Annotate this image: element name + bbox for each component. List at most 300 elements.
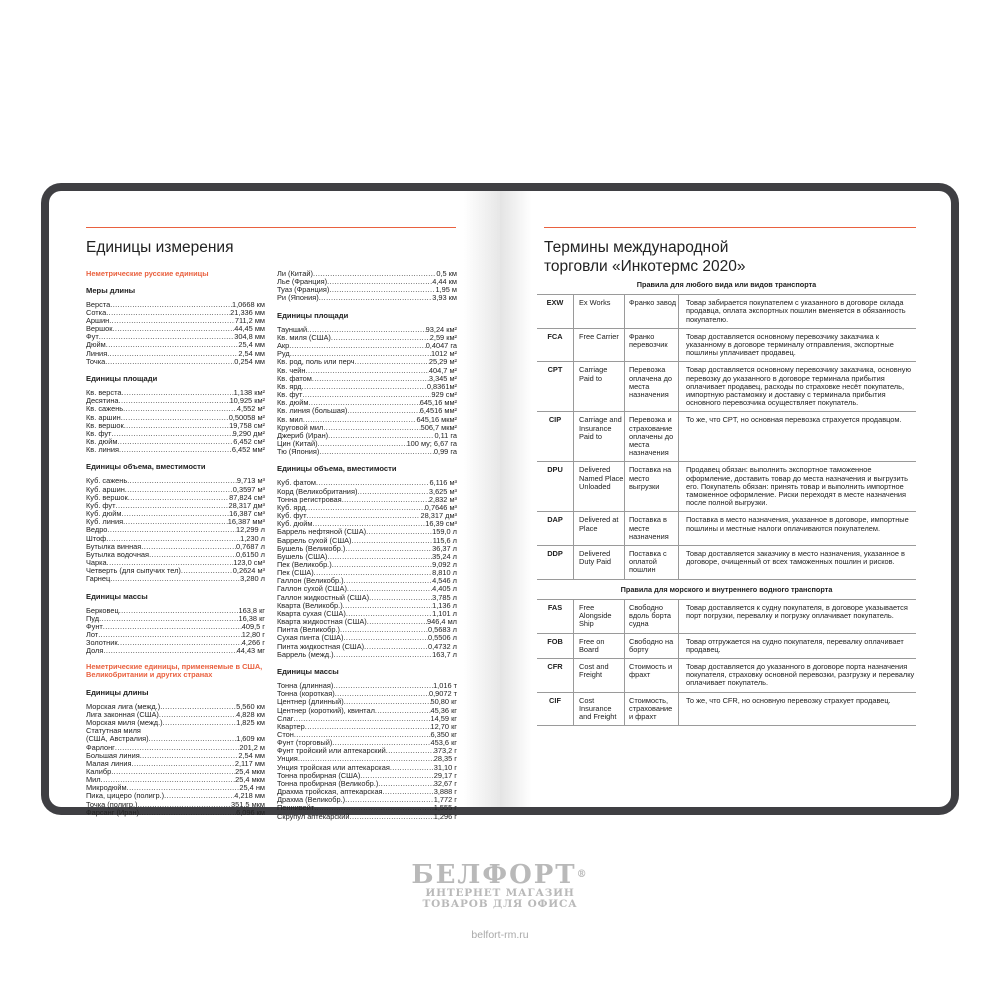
dot-leader — [122, 510, 230, 518]
unit-name: Пика, цицеро (полигр.) — [86, 791, 165, 801]
list-mass2 — [277, 682, 457, 821]
unit-row — [277, 342, 457, 350]
unit-name: Кв. чейн — [277, 365, 306, 375]
unit-name: Скрупул аптекарский — [277, 811, 350, 821]
unit-name: Руд — [277, 349, 290, 359]
unit-name: Кв. дюйм — [277, 398, 309, 408]
unit-value: 28,317 дм³ — [420, 511, 457, 521]
left-column-1 — [86, 270, 265, 817]
list-length2 — [86, 703, 265, 817]
incoterm-russian: Поставка на место выгрузки — [624, 462, 678, 511]
list-area2 — [277, 326, 457, 457]
dot-leader — [329, 286, 435, 294]
unit-value: 159,0 л — [432, 527, 457, 537]
unit-value: 1,101 л — [432, 608, 457, 618]
unit-name: Центнер (короткий), квинтал — [277, 705, 375, 715]
incoterm-code: FAS — [547, 602, 563, 612]
unit-name: Куб. аршин — [86, 484, 125, 494]
incoterm-row — [537, 692, 916, 727]
unit-name: Кв. линия (большая) — [277, 406, 348, 416]
unit-value: 4,405 л — [432, 584, 457, 594]
unit-value: 10,925 км² — [229, 396, 265, 406]
unit-value: 6,116 м³ — [429, 478, 457, 488]
unit-row — [86, 615, 265, 623]
incoterm-row — [537, 658, 916, 692]
unit-value: 929 см² — [431, 390, 457, 400]
subheading-volume2: Единицы объема, вместимости — [277, 464, 397, 474]
unit-value: 0,4047 га — [425, 341, 457, 351]
unit-value: 0,3597 м³ — [232, 484, 265, 494]
logo-line2: ТОВАРОВ ДЛЯ ОФИСА — [422, 898, 578, 910]
dot-leader — [111, 768, 235, 776]
unit-name: Корд (Великобритания) — [277, 486, 358, 496]
dot-leader — [302, 391, 431, 399]
unit-name: Драхма тройская, аптекарская — [277, 787, 383, 797]
unit-name: Квартер — [277, 721, 305, 731]
unit-value: 404,7 м² — [428, 365, 457, 375]
unit-name: Бушель (Великобр.) — [277, 543, 346, 553]
unit-value: 35,24 л — [432, 551, 457, 561]
unit-name: Гарнец — [86, 574, 111, 584]
unit-name: Линия — [86, 348, 108, 358]
unit-value: 1,016 т — [433, 681, 457, 691]
incoterm-english: Cost and Freight — [573, 659, 624, 692]
unit-name: Фунт тройский или аптекарский — [277, 746, 386, 756]
unit-value: 6,096 км — [236, 807, 265, 817]
unit-value: 12,80 г — [241, 630, 265, 640]
unit-name: Статутная миля — [86, 726, 141, 736]
unit-name: Кв. вершок — [86, 420, 124, 430]
dot-leader — [141, 543, 236, 551]
dot-leader — [327, 278, 432, 286]
unit-name: Кв. линия — [86, 445, 119, 455]
subheading-length2: Единицы длины — [86, 687, 149, 697]
incoterm-english: Free on Board — [573, 634, 624, 658]
dot-leader — [355, 358, 429, 366]
unit-name: Куб. линия — [86, 517, 124, 527]
right-accent-line — [544, 227, 916, 228]
dot-leader — [357, 488, 429, 496]
unit-row — [86, 567, 265, 575]
unit-value: 19,758 см² — [229, 420, 265, 430]
unit-name: Десятина — [86, 396, 119, 406]
subheading-area: Единицы площади — [86, 373, 158, 383]
incoterm-description: Продавец обязан: выполнить экспортное таможенное оформление, доставить товар до места назначения и выгрузить его. Покупатель обязан: принять товар и выполнить импортное таможенное оформление. Риски переходят в месте назначения после полной выгрузки. — [678, 462, 916, 511]
dot-leader — [383, 788, 434, 796]
unit-name: Кв. верста — [86, 388, 122, 398]
unit-name: Ли (Китай) — [277, 269, 313, 278]
logo-line1: ИНТЕРНЕТ МАГАЗИН — [425, 887, 575, 899]
incoterm-russian: Поставка с оплатой пошлин — [624, 546, 678, 579]
subheading-mass: Единицы массы — [86, 591, 148, 601]
unit-row — [86, 526, 265, 534]
unit-value: 25,4 мкм — [235, 767, 265, 776]
unit-value: 163,8 кг — [238, 605, 265, 615]
dot-leader — [119, 446, 232, 454]
unit-value: 8,810 л — [432, 568, 457, 578]
dot-leader — [127, 477, 237, 485]
dot-leader — [124, 422, 229, 430]
belfort-logo — [405, 862, 595, 910]
unit-name: Лот — [86, 630, 99, 640]
unit-value: 1,0668 км — [232, 299, 265, 309]
unit-name: Куб. дюйм — [86, 509, 122, 519]
unit-name: Фут — [86, 332, 99, 342]
incoterm-russian: Стоимость и фрахт — [624, 659, 678, 692]
unit-name: Таунший — [277, 324, 308, 334]
dot-leader — [367, 618, 427, 626]
dot-leader — [123, 405, 237, 413]
list-col2-top — [277, 270, 457, 303]
unit-value: 6,4516 мм² — [419, 406, 457, 416]
dot-leader — [105, 358, 234, 366]
incoterm-description: Товар доставляется до указанного в договоре порта назначения покупателя, страховку основной перевозки, разгрузку и перевалку оплачивает покупатель. — [678, 659, 916, 692]
unit-name: Вершок — [86, 324, 113, 334]
unit-value: 0,5683 л — [428, 625, 457, 635]
unit-value: 4,828 км — [236, 709, 265, 719]
unit-value: 711,2 мм — [234, 315, 265, 325]
dot-leader — [343, 602, 432, 610]
incoterm-description: Товар доставляется заказчику в место назначения, указанное в договоре, очищенный от всех таможенных пошлин и рисков. — [678, 546, 916, 579]
unit-value: 4,44 км — [432, 277, 457, 287]
unit-value: 0,2624 м³ — [232, 566, 265, 576]
dot-leader — [345, 796, 434, 804]
incoterm-description: Товар доставляется основному перевозчику заказчика, основную перевозку до указанного в договоре терминала прибытия оплачивает продавец, расходы по страховке несёт покупатель, импортную растаможку и доставку с терминала прибытия основного перевозчика осуществляет покупатель. — [678, 362, 916, 411]
unit-name: Тонна регистровая — [277, 494, 342, 504]
unit-name: Кв. фут — [86, 428, 112, 438]
dot-leader — [106, 341, 239, 349]
unit-name: Куб. ярд — [277, 502, 306, 512]
unit-name: Точка — [86, 356, 106, 366]
unit-row — [277, 383, 457, 391]
dot-leader — [110, 575, 240, 583]
unit-value: 506,7 мкм² — [420, 422, 457, 432]
dot-leader — [364, 643, 428, 651]
unit-value: 0,4732 л — [428, 641, 457, 651]
section-russian-units: Неметрические русские единицы — [86, 269, 209, 278]
group2-rows — [537, 599, 916, 726]
unit-value: 0,9072 т — [428, 689, 457, 699]
unit-name: Фунт (торговый) — [277, 738, 333, 748]
list-volume2 — [277, 479, 457, 658]
unit-name: Пуд — [86, 613, 100, 623]
dot-leader — [312, 375, 429, 383]
dot-leader — [128, 494, 229, 502]
unit-value: 25,4 мм — [238, 340, 265, 350]
incoterm-row — [537, 599, 916, 633]
dot-leader — [164, 792, 234, 800]
incoterm-code: CPT — [547, 365, 563, 375]
dot-leader — [109, 317, 235, 325]
unit-value: 1012 м² — [430, 349, 457, 359]
dot-leader — [318, 440, 407, 448]
unit-value: 1,95 м — [435, 285, 457, 295]
unit-name: Куб. вершок — [86, 492, 128, 502]
incoterm-russian: Франко завод — [624, 295, 678, 328]
incoterm-description: Товар доставляется основному перевозчику заказчика к указанному в договоре терминалу отправления, экспортные пошлины уплачивает продавец. — [678, 329, 916, 362]
unit-value: 1,296 г — [433, 811, 457, 821]
incoterm-description: Поставка в место назначения, указанное в договоре, импортные пошлины и местные налоги оплачиваются покупателем. — [678, 512, 916, 545]
dot-leader — [98, 631, 242, 639]
incoterm-description: Товар отгружается на судно покупателя, перевалку оплачивает продавец. — [678, 634, 916, 658]
group1-rows — [537, 294, 916, 579]
unit-value: 1,609 км — [236, 734, 265, 744]
unit-name: Кварта (Великобр.) — [277, 600, 343, 610]
unit-name: Тонна (длинная) — [277, 681, 334, 691]
incoterm-russian: Поставка в месте назначения — [624, 512, 678, 545]
dot-leader — [112, 325, 234, 333]
unit-value: 16,38 кг — [238, 613, 265, 623]
unit-name: Тонна пробирная (США) — [277, 770, 361, 780]
unit-value: 6,452 см² — [233, 437, 265, 446]
dot-leader — [110, 301, 232, 309]
unit-name: Аршин — [86, 315, 110, 325]
unit-name: Ведро — [86, 525, 108, 535]
unit-value: 0,11 га — [434, 430, 457, 440]
dot-leader — [99, 333, 235, 341]
incoterm-english: Delivered at Place — [573, 512, 624, 545]
unit-name: Малая линия — [86, 758, 132, 768]
unit-row — [277, 813, 457, 821]
unit-name: Пек (Великобр.) — [277, 560, 332, 569]
incoterm-code: FOB — [547, 636, 563, 646]
dot-leader — [140, 752, 239, 760]
logo-main-text: БЕЛФОРТ — [411, 860, 577, 890]
incoterm-english: Carriage Paid to — [573, 362, 624, 411]
unit-name: Кварта жидкостная (США) — [277, 617, 367, 627]
unit-name: Чарка — [86, 558, 107, 568]
unit-row — [86, 623, 265, 631]
unit-name: Куб. фут — [86, 500, 116, 510]
unit-value: 100 му; 6,67 га — [406, 438, 457, 448]
unit-name: Кварта сухая (США) — [277, 608, 346, 618]
incoterm-english: Delivered Duty Paid — [573, 546, 624, 579]
dot-leader — [350, 813, 434, 821]
section-foreign-units: Неметрические единицы, применяемые в США, Великобритании и других странах — [86, 661, 263, 680]
dot-leader — [106, 309, 230, 317]
unit-value: 3,345 м² — [428, 373, 457, 383]
dot-leader — [123, 518, 228, 526]
dot-leader — [107, 526, 236, 534]
unit-name: Цин (Китай) — [277, 438, 318, 448]
unit-value: 28,35 г — [433, 754, 457, 764]
right-page-title — [544, 238, 746, 276]
incoterm-row — [537, 461, 916, 511]
dot-leader — [125, 486, 233, 494]
unit-value: 0,5506 л — [428, 633, 457, 643]
unit-value: 14,59 кг — [430, 713, 457, 723]
unit-value: 25,29 м² — [428, 357, 457, 367]
incoterm-description: То же, что CPT, но основная перевозка страхуется продавцом. — [678, 412, 916, 461]
incoterm-russian: Стоимость, страхование и фрахт — [624, 693, 678, 726]
unit-name: Верста — [86, 299, 111, 309]
unit-name: Унция тройская или аптекарская — [277, 762, 390, 772]
dot-leader — [342, 496, 429, 504]
unit-name: Тонна (короткая) — [277, 689, 335, 699]
unit-value: 16,39 см³ — [425, 519, 457, 529]
unit-name: Куб. сажень — [86, 476, 128, 486]
unit-name: Микродюйм — [86, 783, 127, 793]
unit-name: Кв. миля (США) — [277, 332, 331, 342]
unit-name: Баррель сухой (США) — [277, 535, 352, 545]
unit-name: Точка (полигр.) — [86, 799, 138, 809]
left-accent-line — [86, 227, 456, 228]
site-url: belfort-rm.ru — [471, 929, 529, 941]
dot-leader — [131, 760, 234, 768]
unit-value: 123,0 см³ — [233, 558, 265, 568]
dot-leader — [352, 537, 433, 545]
unit-row — [277, 707, 457, 715]
incoterm-code: CIF — [549, 695, 561, 705]
unit-value: 0,7687 л — [236, 541, 265, 551]
unit-value: 44,45 мм — [234, 324, 265, 334]
dot-leader — [293, 715, 430, 723]
unit-value: 36,37 л — [432, 543, 457, 553]
unit-value: 31,10 г — [433, 762, 457, 772]
unit-value: 2,54 мм — [238, 348, 265, 358]
incoterm-russian: Свободно вдоль борта судна — [624, 600, 678, 633]
unit-value: 304,8 мм — [234, 332, 265, 342]
unit-name: Пек (США) — [277, 568, 314, 578]
unit-value: 645,16 мм² — [419, 398, 457, 408]
unit-value: 9,092 л — [432, 560, 457, 569]
dot-leader — [163, 719, 236, 727]
unit-name: Галлон жидкостный (США) — [277, 592, 370, 602]
unit-value: 87,824 см³ — [229, 492, 265, 502]
unit-name: (США, Австралия) — [86, 734, 149, 744]
unit-name: Кв. фатом — [277, 373, 312, 383]
unit-name: Морская лига (межд.) — [86, 701, 161, 711]
incoterm-code: FCA — [547, 331, 563, 341]
dot-leader — [160, 703, 236, 711]
dot-leader — [289, 342, 425, 350]
incoterm-row — [537, 511, 916, 545]
dot-leader — [181, 567, 233, 575]
unit-name: Круговой мил — [277, 422, 324, 432]
unit-name: Бушель (США) — [277, 551, 328, 561]
unit-value: 3,888 г — [433, 787, 457, 797]
unit-value: 12,299 л — [236, 525, 265, 535]
incoterm-russian: Франко перевозчик — [624, 329, 678, 362]
unit-name: Фарсанг (Иран) — [86, 807, 140, 817]
unit-name: Кв. аршин — [86, 412, 121, 422]
unit-row — [277, 651, 457, 659]
unit-value: 453,6 кг — [430, 738, 457, 748]
dot-leader — [347, 407, 419, 415]
unit-name: Калибр — [86, 767, 112, 776]
unit-value: 0,254 мм — [234, 356, 265, 366]
unit-name: Куб. фут — [277, 511, 307, 521]
logo-registered-mark: ® — [576, 869, 589, 880]
unit-value: 6,350 кг — [430, 729, 457, 739]
dot-leader — [327, 553, 432, 561]
dot-leader — [331, 334, 430, 342]
incoterm-row — [537, 545, 916, 580]
incoterms-table — [537, 277, 916, 726]
dot-leader — [111, 430, 232, 438]
dot-leader — [107, 350, 238, 358]
dot-leader — [103, 623, 242, 631]
unit-name: Пеннивейт — [277, 803, 315, 813]
unit-name: Кв. сажень — [86, 404, 124, 414]
unit-name: Берковец — [86, 605, 119, 615]
unit-name: Бутылка винная — [86, 541, 142, 551]
dot-leader — [319, 448, 434, 456]
unit-value: 45,36 кг — [430, 705, 457, 715]
unit-row — [277, 448, 457, 456]
incoterm-english: Free Alongside Ship — [573, 600, 624, 633]
unit-value: 0,8361м² — [426, 381, 457, 391]
unit-value: 2,117 мм — [234, 758, 265, 768]
unit-value: 2,54 мм — [238, 750, 265, 760]
unit-value: 351,5 мкм — [231, 799, 265, 809]
unit-name: Галлон (Великобр.) — [277, 576, 344, 586]
group1-heading: Правила для любого вида или видов транспорта — [636, 280, 817, 289]
incoterm-russian: Перевозка и страхование оплачены до места назначения — [624, 412, 678, 461]
unit-row — [277, 723, 457, 731]
unit-value: 32,67 г — [433, 778, 457, 788]
dot-leader — [149, 551, 236, 559]
dot-leader — [117, 438, 233, 446]
unit-value: 9,713 м³ — [236, 476, 265, 486]
unit-name: Доля — [86, 646, 104, 656]
unit-value: 2,59 км² — [429, 332, 457, 342]
dot-leader — [323, 424, 420, 432]
incoterm-english: Free Carrier — [573, 329, 624, 362]
unit-name: Туаз (Франция) — [277, 285, 330, 295]
unit-value: 1,772 г — [433, 795, 457, 805]
unit-value: 0,99 га — [433, 447, 457, 457]
unit-value: 373,2 г — [433, 746, 457, 756]
unit-name: Пинта (Великобр.) — [277, 625, 340, 635]
unit-name: Тонна пробирная (Великобр.) — [277, 778, 379, 788]
unit-name: Сухая пинта (США) — [277, 633, 344, 643]
unit-row — [86, 446, 265, 454]
incoterm-english: Ex Works — [573, 295, 624, 328]
unit-name: Кв. ярд — [277, 381, 302, 391]
unit-row — [277, 294, 457, 302]
unit-name: Кв. род, поль или перч — [277, 357, 355, 367]
unit-value: 28,317 дм³ — [228, 500, 265, 510]
list-area — [86, 389, 265, 454]
incoterm-english: Carriage and Insurance Paid to — [573, 412, 624, 461]
dot-leader — [313, 270, 436, 278]
unit-name: Кв. фут — [277, 390, 303, 400]
unit-name: Фарлонг — [86, 742, 115, 752]
unit-name: Джериб (Иран) — [277, 430, 329, 440]
unit-name: Тю (Япония) — [277, 447, 320, 457]
unit-value: 115,6 л — [432, 535, 457, 545]
unit-name: Центнер (длинный) — [277, 697, 344, 707]
unit-name: Ри (Япония) — [277, 293, 319, 303]
unit-name: Баррель нефтяной (США) — [277, 527, 367, 537]
dot-leader — [369, 594, 432, 602]
incoterm-russian: Свободно на борту — [624, 634, 678, 658]
incoterm-row — [537, 328, 916, 362]
unit-value: 4,546 л — [432, 576, 457, 586]
unit-name: Фунт — [86, 621, 103, 631]
dot-leader — [137, 801, 231, 809]
unit-value: 163,7 л — [432, 649, 457, 659]
unit-value: 25,4 мкм — [235, 775, 265, 785]
unit-value: 5,560 км — [236, 701, 265, 711]
unit-value: 3,93 км — [432, 293, 457, 303]
dot-leader — [333, 682, 433, 690]
dot-leader — [340, 626, 428, 634]
left-page-title: Единицы измерения — [86, 239, 234, 256]
dot-leader — [119, 607, 239, 615]
unit-name: Лье (Франция) — [277, 277, 328, 287]
